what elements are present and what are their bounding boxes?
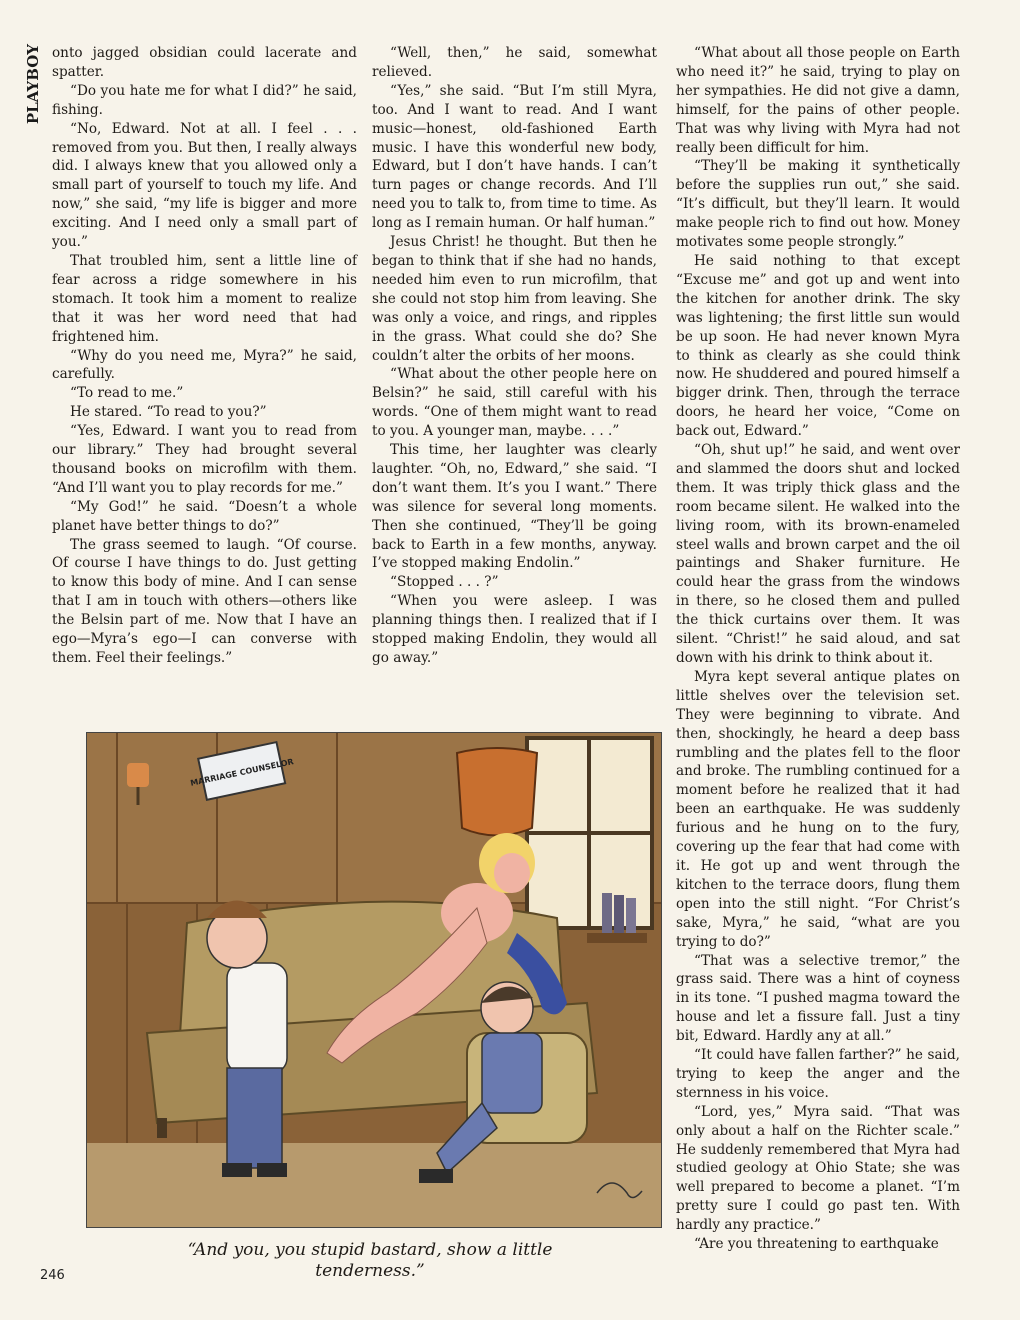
paragraph: That troubled him, sent a little line of fear across a ridge somewhere in his stomach. It took him a moment to realize that it was her word need that had frightened him. xyxy=(52,252,357,345)
text-column-3 xyxy=(676,44,960,1254)
paragraph: Myra kept several antique plates on little shelves over the television set. They were beginning to vibrate. And then, shockingly, he heard a deep bass rumbling and the plates fell to the floor and broke. The rumbling continued for a moment before he realized that it had been an earthquake. He was suddenly furious and he hung on to the fury, covering up the fear that had come with it. He got up and went through the kitchen to the terrace doors, flung them open into the still night. “For Christ’s sake, Myra,” he said, “what are you trying to do?” xyxy=(676,668,960,950)
paragraph: Jesus Christ! he thought. But then he began to think that if she had no hands, needed him even to run microfilm, that she could not stop him from leaving. She was only a voice, and rings, and ripples in the grass. What could she do? She couldn’t alter the orbits of her moons. xyxy=(372,234,657,364)
paragraph: “What about the other people here on Belsin?” he said, still careful with his words. “One of them might want to read to you. A younger man, maybe. . . .” xyxy=(372,366,657,440)
paragraph: This time, her laughter was clearly laughter. “Oh, no, Edward,” she said. “I don’t want them. It’s you I want.” There was silence for several long moments. Then she continued, “They’ll be going back to Earth in a few months, anyway. I’ve stopped making Endolin.” xyxy=(372,442,657,572)
paragraph: “Oh, shut up!” he said, and went over and slammed the doors shut and locked them. It was triply thick glass and the room became silent. He walked into the living room, with its brown-enameled steel walls and brown carpet and the oil paintings and Shaker furniture. He could hear the grass from the windows in there, so he closed them and pulled the thick curtains over them. It was silent. “Christ!” he said aloud, and sat down with his drink to think about it. xyxy=(676,442,960,666)
paragraph: “Are you threatening to earthquake xyxy=(694,1236,939,1253)
paragraph: “They’ll be making it synthetically before the supplies run out,” she said. “It’s difficult, but they’ll learn. It would make people rich to find out how. Money motivates some people strongly.” xyxy=(676,158,960,251)
paragraph: “That was a selective tremor,” the grass said. There was a hint of coyness in its tone. “I pushed magma toward the house and let a fissure fall. Just a tiny bit, Edward. Hardly any at all.” xyxy=(676,952,960,1045)
paragraph: “Yes, Edward. I want you to read from our library.” They had brought several thousand books on microfilm with them. “And I’ll want you to play records for me.” xyxy=(52,423,357,496)
paragraph: “To read to me.” xyxy=(70,385,184,402)
paragraph: “Lord, yes,” Myra said. “That was only about a half on the Richter scale.” He suddenly remembered that Myra had studied geology at Ohio State; she was well prepared to become a planet. “I’m pretty sure I could go past ten. With hardly any practice.” xyxy=(676,1103,960,1234)
text-column-2 xyxy=(372,44,657,668)
paragraph: “When you were asleep. I was planning things then. I realized that if I stopped making Endolin, they would all go away.” xyxy=(372,593,657,666)
text-column-1 xyxy=(52,44,357,668)
paragraph: onto jagged obsidian could lacerate and spatter. xyxy=(52,45,357,80)
paragraph: “Yes,” she said. “But I’m still Myra, too. And I want to read. And I want music—honest, old-fashioned Earth music. I have this wonderful new body, Edward, but I don’t have hands. I can’t turn pages or change records. And I’ll need you to talk to, from time to time. As long as I remain human. Or half human.” xyxy=(372,82,657,232)
paragraph: He said nothing to that except “Excuse me” and got up and went into the kitchen for another drink. The sky was lightening; the first little sun would be up soon. He had never known Myra to think as clearly as she could think now. He shuddered and poured himself a bigger drink. Then, through the terrace doors, he heard her voice, “Come on back out, Edward.” xyxy=(676,252,960,440)
paragraph: “Stopped . . . ?” xyxy=(390,574,499,591)
paragraph: He stared. “To read to you?” xyxy=(70,404,267,421)
paragraph: “Do you hate me for what I did?” he said, fishing. xyxy=(52,82,357,118)
page-number: 246 xyxy=(40,1268,65,1283)
paragraph: “No, Edward. Not at all. I feel . . . removed from you. But then, I really always did. I always knew that you allowed only a small part of yourself to touch my life. And now,” she said, “my life is bigger and more exciting. And I need only a small part of you.” xyxy=(52,120,357,251)
paragraph: “Why do you need me, Myra?” he said, carefully. xyxy=(52,347,357,383)
cartoon-illustration xyxy=(86,732,662,1228)
paragraph: “My God!” he said. “Doesn’t a whole planet have better things to do?” xyxy=(52,498,357,534)
cartoon-sign: MARRIAGE COUNSELOR xyxy=(189,757,295,788)
paragraph: The grass seemed to laugh. “Of course. Of course I have things to do. Just getting to know this body of mine. And I can sense that I am in touch with others—others like the Belsin part of me. Now that I have an ego—Myra’s ego—I can converse with them. Feel their feelings.” xyxy=(52,536,357,666)
cartoon-caption: “And you, you stupid bastard, show a little tenderness.” xyxy=(187,1240,553,1281)
masthead: PLAYBOY xyxy=(24,44,42,125)
paragraph: “It could have fallen farther?” he said, trying to keep the anger and the sternness in his voice. xyxy=(676,1047,960,1101)
paragraph: “Well, then,” he said, somewhat relieved. xyxy=(372,45,657,80)
paragraph: “What about all those people on Earth who need it?” he said, trying to play on her sympathies. He did not give a damn, himself, for the pains of other people. That was why living with Myra had not really been difficult for him. xyxy=(676,45,960,156)
